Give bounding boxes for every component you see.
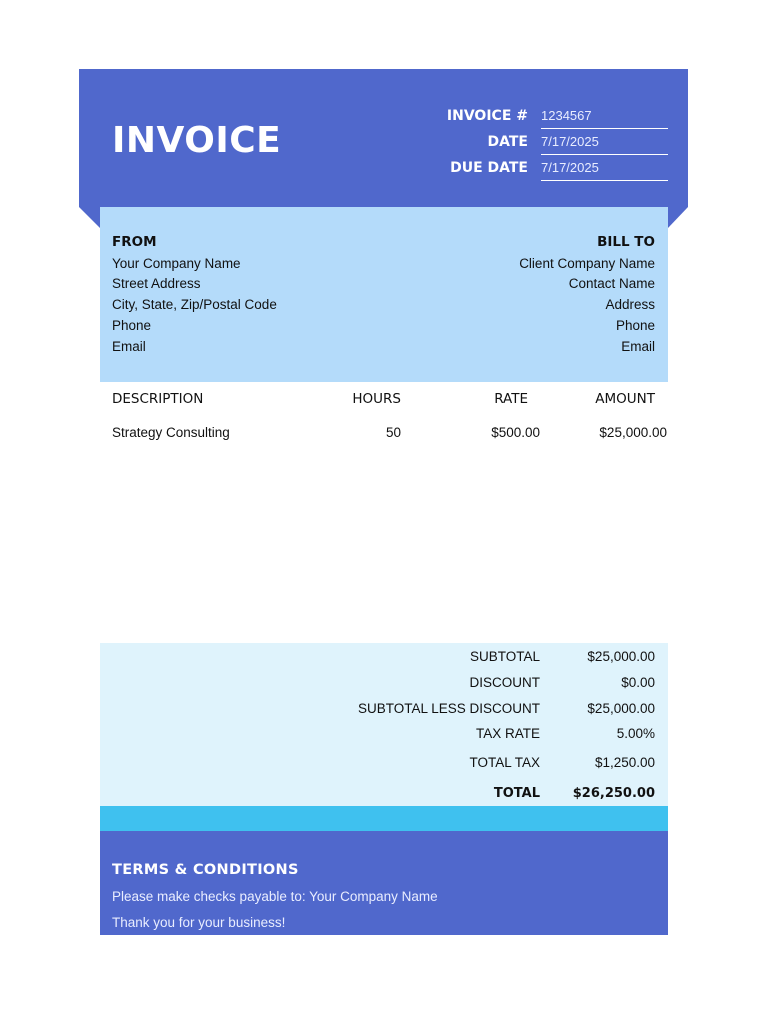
- header-fold-right: [668, 207, 688, 228]
- invoice-number-field[interactable]: 1234567: [541, 107, 668, 129]
- header-fold-left: [79, 207, 100, 228]
- subtotal-value: $25,000.00: [587, 649, 655, 664]
- column-header-rate: RATE: [494, 391, 528, 407]
- total-label: TOTAL: [493, 786, 540, 801]
- from-street-address[interactable]: Street Address: [112, 276, 201, 291]
- invoice-date-field[interactable]: 7/17/2025: [541, 133, 668, 155]
- discount-value[interactable]: $0.00: [621, 675, 655, 690]
- from-email[interactable]: Email: [112, 339, 146, 354]
- bill-to-company-name[interactable]: Client Company Name: [519, 256, 655, 271]
- from-city-state-zip[interactable]: City, State, Zip/Postal Code: [112, 297, 277, 312]
- from-company-name[interactable]: Your Company Name: [112, 256, 241, 271]
- column-header-hours: HOURS: [352, 391, 401, 407]
- discount-label: DISCOUNT: [469, 675, 540, 690]
- total-tax-label: TOTAL TAX: [469, 755, 540, 770]
- row-hours[interactable]: 50: [385, 425, 401, 440]
- invoice-date-label: DATE: [487, 134, 528, 150]
- invoice-due-date-field[interactable]: 7/17/2025: [541, 159, 668, 181]
- invoice-due-date-label: DUE DATE: [450, 160, 528, 176]
- invoice-number-label: INVOICE #: [446, 108, 528, 124]
- row-description[interactable]: Strategy Consulting: [112, 425, 230, 440]
- column-header-description: DESCRIPTION: [112, 391, 204, 407]
- bill-to-address[interactable]: Address: [605, 297, 655, 312]
- column-header-amount: AMOUNT: [595, 391, 655, 407]
- row-rate[interactable]: $500.00: [491, 425, 540, 440]
- bill-to-contact-name[interactable]: Contact Name: [568, 276, 655, 291]
- from-heading: FROM: [112, 234, 157, 250]
- subtotal-less-discount-label: SUBTOTAL LESS DISCOUNT: [357, 701, 540, 716]
- bill-to-heading: BILL TO: [597, 234, 655, 250]
- bill-to-phone[interactable]: Phone: [615, 318, 655, 333]
- accent-stripe: [100, 806, 668, 831]
- subtotal-label: SUBTOTAL: [469, 649, 540, 664]
- table-row: [100, 420, 668, 444]
- from-phone[interactable]: Phone: [112, 318, 152, 333]
- tax-rate-value[interactable]: 5.00%: [616, 726, 655, 741]
- terms-heading: TERMS & CONDITIONS: [112, 862, 299, 878]
- tax-rate-label: TAX RATE: [475, 726, 540, 741]
- subtotal-less-discount-value: $25,000.00: [587, 701, 655, 716]
- terms-payable-line[interactable]: Please make checks payable to: Your Company Name: [112, 889, 438, 904]
- total-value: $26,250.00: [572, 786, 655, 801]
- invoice-title: INVOICE: [112, 120, 282, 161]
- total-tax-value: $1,250.00: [594, 755, 655, 770]
- terms-thank-you-line[interactable]: Thank you for your business!: [112, 915, 286, 930]
- row-amount: $25,000.00: [599, 425, 667, 440]
- bill-to-email[interactable]: Email: [621, 339, 655, 354]
